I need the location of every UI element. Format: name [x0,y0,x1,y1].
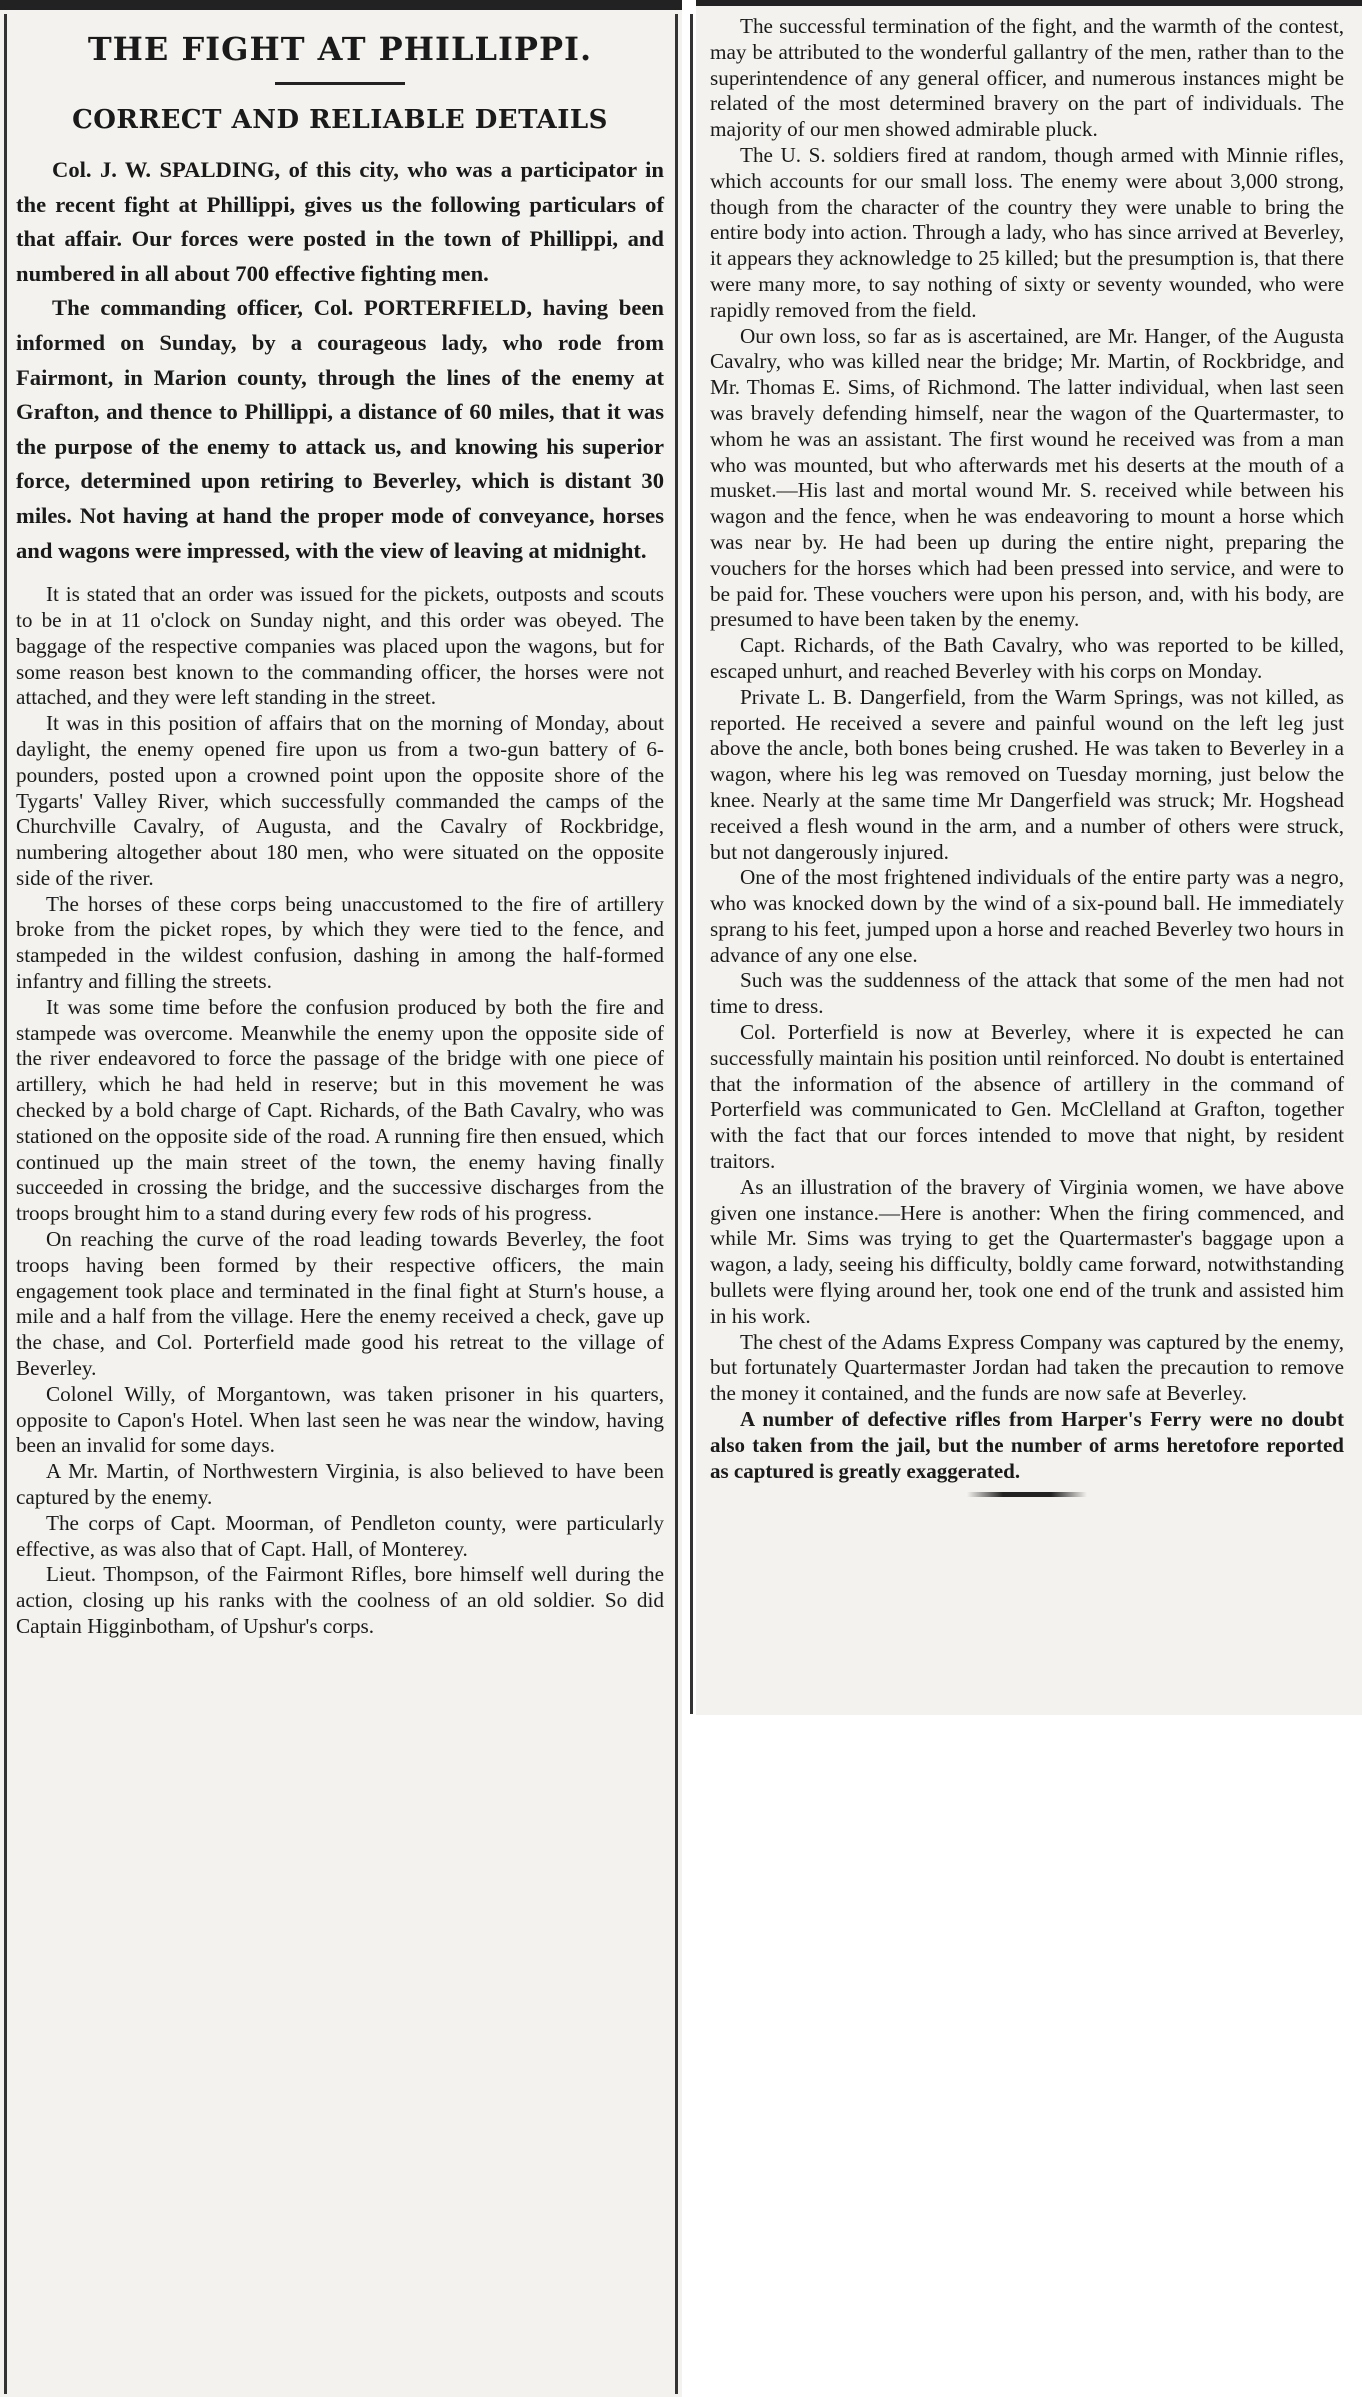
article-paragraph: The chest of the Adams Express Company was captured by the enemy, but fortunately Quartermaster Jordan had taken the precaution to remove the money it contained, and the funds are now safe at Beverley. [710,1329,1344,1406]
column-separator [690,14,693,1714]
lead-paragraph: The commanding officer, Col. PORTERFIELD, having been informed on Sunday, by a courageous lady, who rode from Fairmont, in Marion county, through the lines of the enemy at Grafton, and thence to Phillippi, a distance of 60 miles, that it was the purpose of the enemy to attack us, and knowing his superior force, determined upon retiring to Beverley, which is distant 30 miles. Not having at hand the proper mode of conveyance, horses and wagons were impressed, with the view of leaving at midnight. [16,295,664,563]
top-rule-right [696,0,1362,6]
lead-section [16,153,664,568]
top-rule [0,0,682,10]
column-border-left [4,14,7,2394]
closing-paragraph: A number of defective rifles from Harper's Ferry were no doubt also taken from the jail, but the number of arms heretofore reported as captured is greatly exaggerated. [710,1407,1344,1483]
article-paragraph: Such was the suddenness of the attack that some of the men had not time to dress. [710,968,1344,1019]
article-paragraph: On reaching the curve of the road leading towards Beverley, the foot troops having been formed by their respective officers, the main engagement took place and terminated in the final fight at Sturn's house, a mile and a half from the village. Here the enemy received a check, gave up the chase, and Col. Porterfield made good his retreat to the village of Beverley. [16,1227,664,1381]
article-paragraph: A Mr. Martin, of Northwestern Virginia, is also believed to have been captured by the enemy. [16,1459,664,1510]
right-body [710,14,1344,1407]
article-paragraph: The corps of Capt. Moorman, of Pendleton county, were particularly effective, as was also that of Capt. Hall, of Monterey. [16,1510,664,1561]
article-paragraph: As an illustration of the bravery of Virginia women, we have above given one instance.—Here is another: When the firing commenced, and while Mr. Sims was trying to get the Quartermaster's baggage upon a wagon, a lady, seeing his difficulty, boldly came forward, notwithstanding bullets were flying around her, took one end of the trunk and assisted him in his work. [710,1174,1344,1328]
article-paragraph: The U. S. soldiers fired at random, though armed with Minnie rifles, which accounts for our small loss. The enemy were about 3,000 strong, though from the character of the country they were unable to bring the entire body into action. Through a lady, who has since arrived at Beverley, it appears they acknowledge to 25 killed; but the presumption is, that there were many more, to say nothing of sixty or seventy wounded, who were rapidly removed from the field. [710,142,1344,322]
column-border-right [675,14,678,2394]
article-paragraph: One of the most frightened individuals of the entire party was a negro, who was knocked down by the wind of a six-pound ball. He immediately sprang to his feet, jumped upon a horse and reached Beverley two hours in advance of any one else. [710,865,1344,967]
headline: THE FIGHT AT PHILLIPPI. [87,30,593,68]
article-paragraph: The horses of these corps being unaccustomed to the fire of artillery broke from the picket ropes, by which they were tied to the fence, and stampeded in the wildest confusion, dashing in among the half-formed infantry and filling the streets. [16,891,664,994]
article-paragraph: Private L. B. Dangerfield, from the Warm Springs, was not killed, as reported. He received a severe and painful wound on the left leg just above the ancle, both bones being crushed. He was taken to Beverley in a wagon, where his leg was removed on Tuesday morning, just below the knee. Nearly at the same time Mr Dangerfield was struck; Mr. Hogshead received a flesh wound in the arm, and a number of others were struck, but not dangerously injured. [710,684,1344,864]
left-body [16,582,664,1640]
right-column [696,0,1362,1715]
lead-paragraph: Col. J. W. SPALDING, of this city, who was a participator in the recent fight at Phillippi, gives us the following particulars of that affair. Our forces were posted in the town of Phillippi, and numbered in all about 700 effective fighting men. [16,157,664,286]
article-paragraph: Our own loss, so far as is ascertained, are Mr. Hanger, of the Augusta Cavalry, who was killed near the bridge; Mr. Martin, of Rockbridge, and Mr. Thomas E. Sims, of Richmond. The latter individual, when last seen was bravely defending himself, near the wagon of the Quartermaster, to whom he was an assistant. The first wound he received was from a man who was mounted, but who afterwards met his deserts at the mouth of a musket.—His last and mortal wound Mr. S. received while between his wagon and the fence, when he was endeavoring to mount a horse which was near by. He had been up during the entire night, preparing the vouchers for the horses which had been pressed into service, and were to be paid for. These vouchers were upon his person, and, with his body, are presumed to have been taken by the enemy. [710,323,1344,632]
article-paragraph: Capt. Richards, of the Bath Cavalry, who was reported to be killed, escaped unhurt, and reached Beverley with his corps on Monday. [710,633,1344,683]
end-ornament [967,1492,1087,1497]
subheadline: CORRECT AND RELIABLE DETAILS [72,105,608,135]
article-paragraph: Lieut. Thompson, of the Fairmont Rifles, bore himself well during the action, closing up his ranks with the coolness of an old soldier. So did Captain Higginbotham, of Upshur's corps. [16,1562,664,1638]
closing-section [710,1407,1344,1484]
article-paragraph: Colonel Willy, of Morgantown, was taken prisoner in his quarters, opposite to Capon's Hotel. When last seen he was near the window, having been an invalid for some days. [16,1381,664,1458]
article-paragraph: It was in this position of affairs that on the morning of Monday, about daylight, the enemy opened fire upon us from a two-gun battery of 6-pounders, posted upon a crowned point upon the opposite shore of the Tygarts' Valley River, which successfully commanded the camps of the Churchville Cavalry, of Augusta, and the Cavalry of Rockbridge, numbering altogether about 180 men, who were situated on the opposite side of the river. [16,711,664,890]
article-paragraph: The successful termination of the fight, and the warmth of the contest, may be attributed to the wonderful gallantry of the men, rather than to the superintendence of any general officer, and numerous instances might be related of the most determined bravery on the part of individuals. The majority of our men showed admirable pluck. [710,14,1344,142]
article-paragraph: Col. Porterfield is now at Beverley, where it is expected he can successfully maintain his position until reinforced. No doubt is entertained that the information of the absence of artillery in the command of Porterfield was communicated to Gen. McClelland at Grafton, together with the fact that our forces intended to move that night, by resident traitors. [710,1020,1344,1174]
headline-divider [275,82,405,85]
article-paragraph: It was some time before the confusion produced by both the fire and stampede was overcome. Meanwhile the enemy upon the opposite side of the river endeavored to force the passage of the bridge with one piece of artillery, which he had held in reserve; but in this movement he was checked by a bold charge of Capt. Richards, of the Bath Cavalry, who was stationed on the opposite side of the road. A running fire then ensued, which continued up the main street of the town, the enemy having finally succeeded in crossing the bridge, and the successive discharges from the troops brought him to a stand during every few rods of his progress. [16,994,664,1226]
article-paragraph: It is stated that an order was issued for the pickets, outposts and scouts to be in at 11 o'clock on Sunday night, and this order was obeyed. The baggage of the respective companies was placed upon the wagons, but for some reason best known to the commanding officer, the horses were not attached, and they were left standing in the street. [16,582,664,710]
